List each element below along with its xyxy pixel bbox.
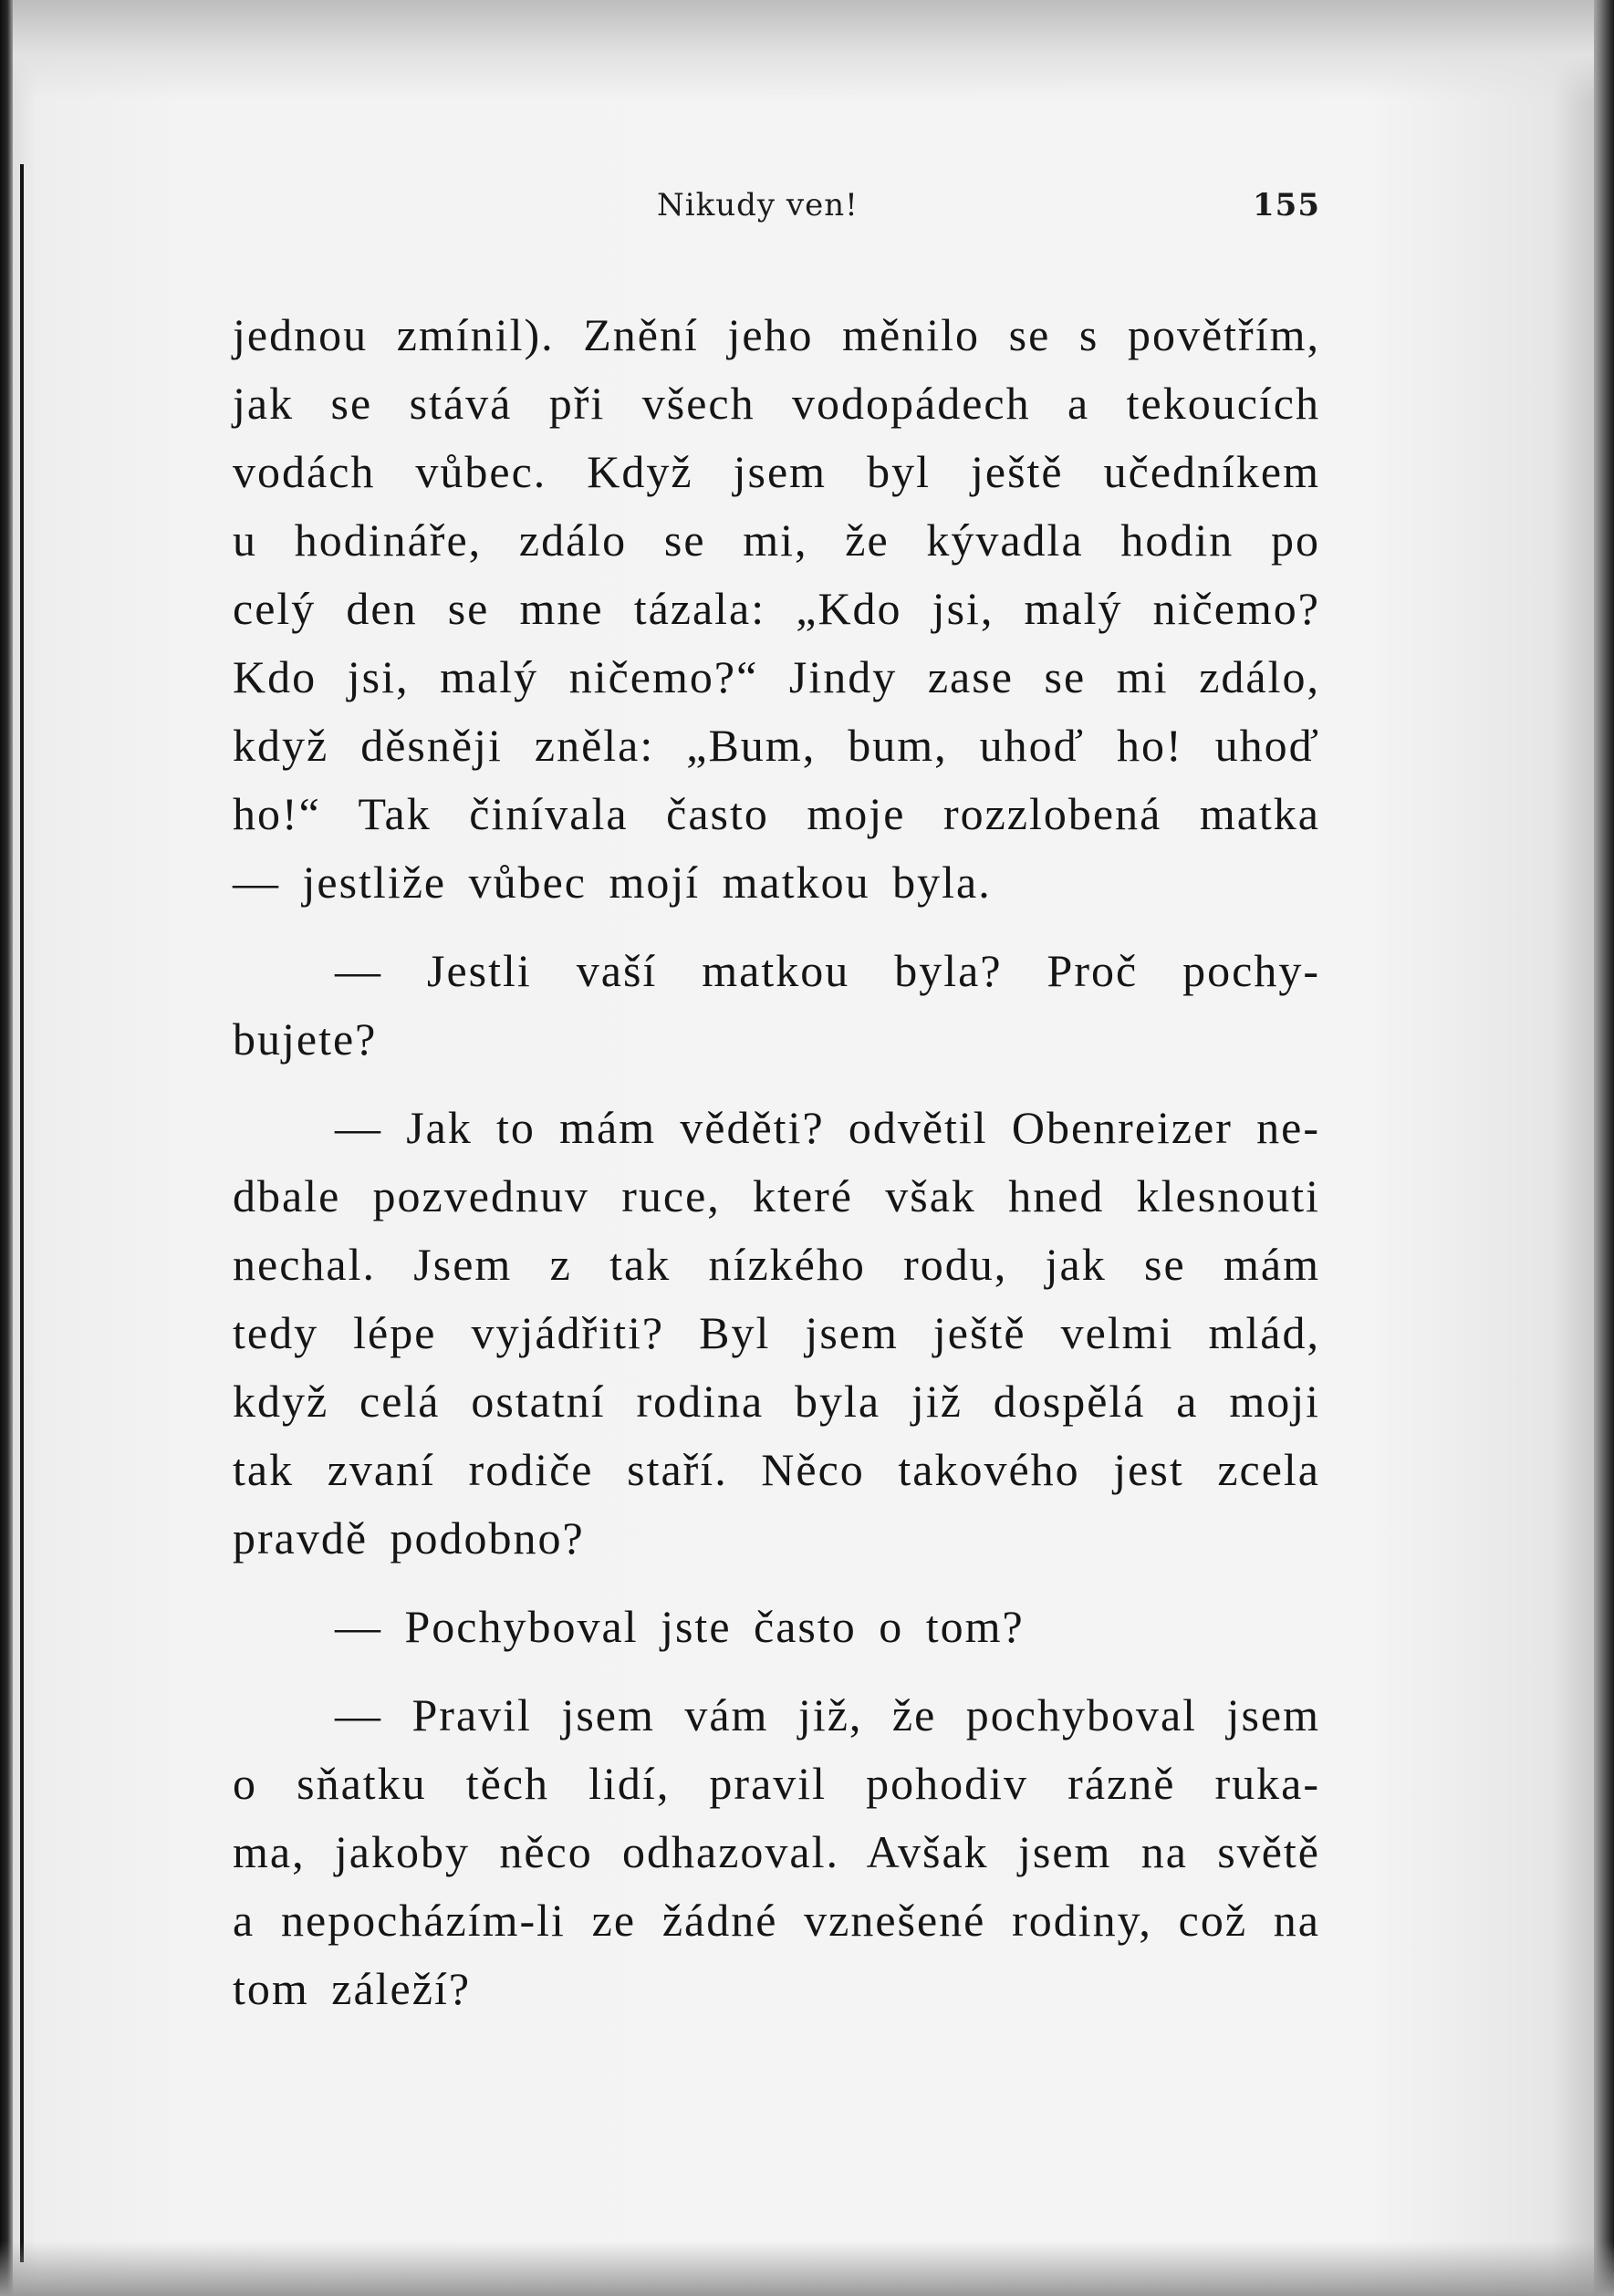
text-line: celý den se mne tázala: „Kdo jsi, malý ničemo? (233, 583, 1320, 634)
text-line: — Jestli vaší matkou byla? Proč pochy- (335, 945, 1320, 996)
paragraph (233, 1094, 1320, 1573)
text-line: — Jak to mám věděti? odvětil Obenreizer ne- (335, 1102, 1320, 1153)
page-number: 155 (1253, 187, 1320, 223)
scan-right-edge (1594, 0, 1614, 2296)
text-line: jednou zmínil). Znění jeho měnilo se s povětřím, (233, 309, 1320, 360)
text-line: pravdě podobno? (233, 1512, 585, 1564)
body-text (233, 301, 1320, 2023)
text-line: tak zvaní rodiče staří. Něco takového jest zcela (233, 1444, 1320, 1495)
running-head (233, 187, 1320, 233)
text-line: — Pravil jsem vám již, že pochyboval jsem (335, 1689, 1320, 1740)
text-line: — jestliže vůbec mojí matkou byla. (233, 857, 992, 908)
text-line: když děsněji zněla: „Bum, bum, uhoď ho! uhoď (233, 720, 1320, 771)
text-line: vodách vůbec. Když jsem byl ještě učedníkem (233, 446, 1320, 497)
text-line: a nepocházím-li ze žádné vznešené rodiny, což na (233, 1895, 1320, 1946)
text-line: tedy lépe vyjádřiti? Byl jsem ještě velmi mlád, (233, 1307, 1320, 1358)
paragraph (233, 301, 1320, 917)
text-line: bujete? (233, 1013, 378, 1065)
binding-line (20, 164, 24, 2262)
text-line: — Pochyboval jste často o tom? (335, 1601, 1025, 1652)
paragraph (233, 1593, 1320, 1661)
text-line: Kdo jsi, malý ničemo?“ Jindy zase se mi zdálo, (233, 651, 1320, 702)
paragraph (233, 1681, 1320, 2023)
text-line: ho!“ Tak činívala často moje rozzlobená matka (233, 788, 1320, 839)
text-line: tom záleží? (233, 1963, 472, 2014)
text-line: když celá ostatní rodina byla již dospělá a moji (233, 1376, 1320, 1427)
text-line: jak se stává při všech vodopádech a tekoucích (233, 378, 1320, 429)
scan-left-edge (0, 0, 13, 2296)
text-line: dbale pozvednuv ruce, které však hned klesnouti (233, 1170, 1320, 1221)
running-title: Nikudy ven! (657, 187, 859, 223)
paragraph (233, 937, 1320, 1074)
text-line: u hodináře, zdálo se mi, že kývadla hodin po (233, 514, 1320, 566)
text-line: ma, jakoby něco odhazoval. Avšak jsem na světě (233, 1826, 1320, 1877)
text-line: o sňatku těch lidí, pravil pohodiv rázně ruka- (233, 1758, 1320, 1809)
text-line: nechal. Jsem z tak nízkého rodu, jak se mám (233, 1239, 1320, 1290)
scan-bottom-shadow (0, 2241, 1614, 2296)
scan-top-shadow (0, 0, 1614, 100)
